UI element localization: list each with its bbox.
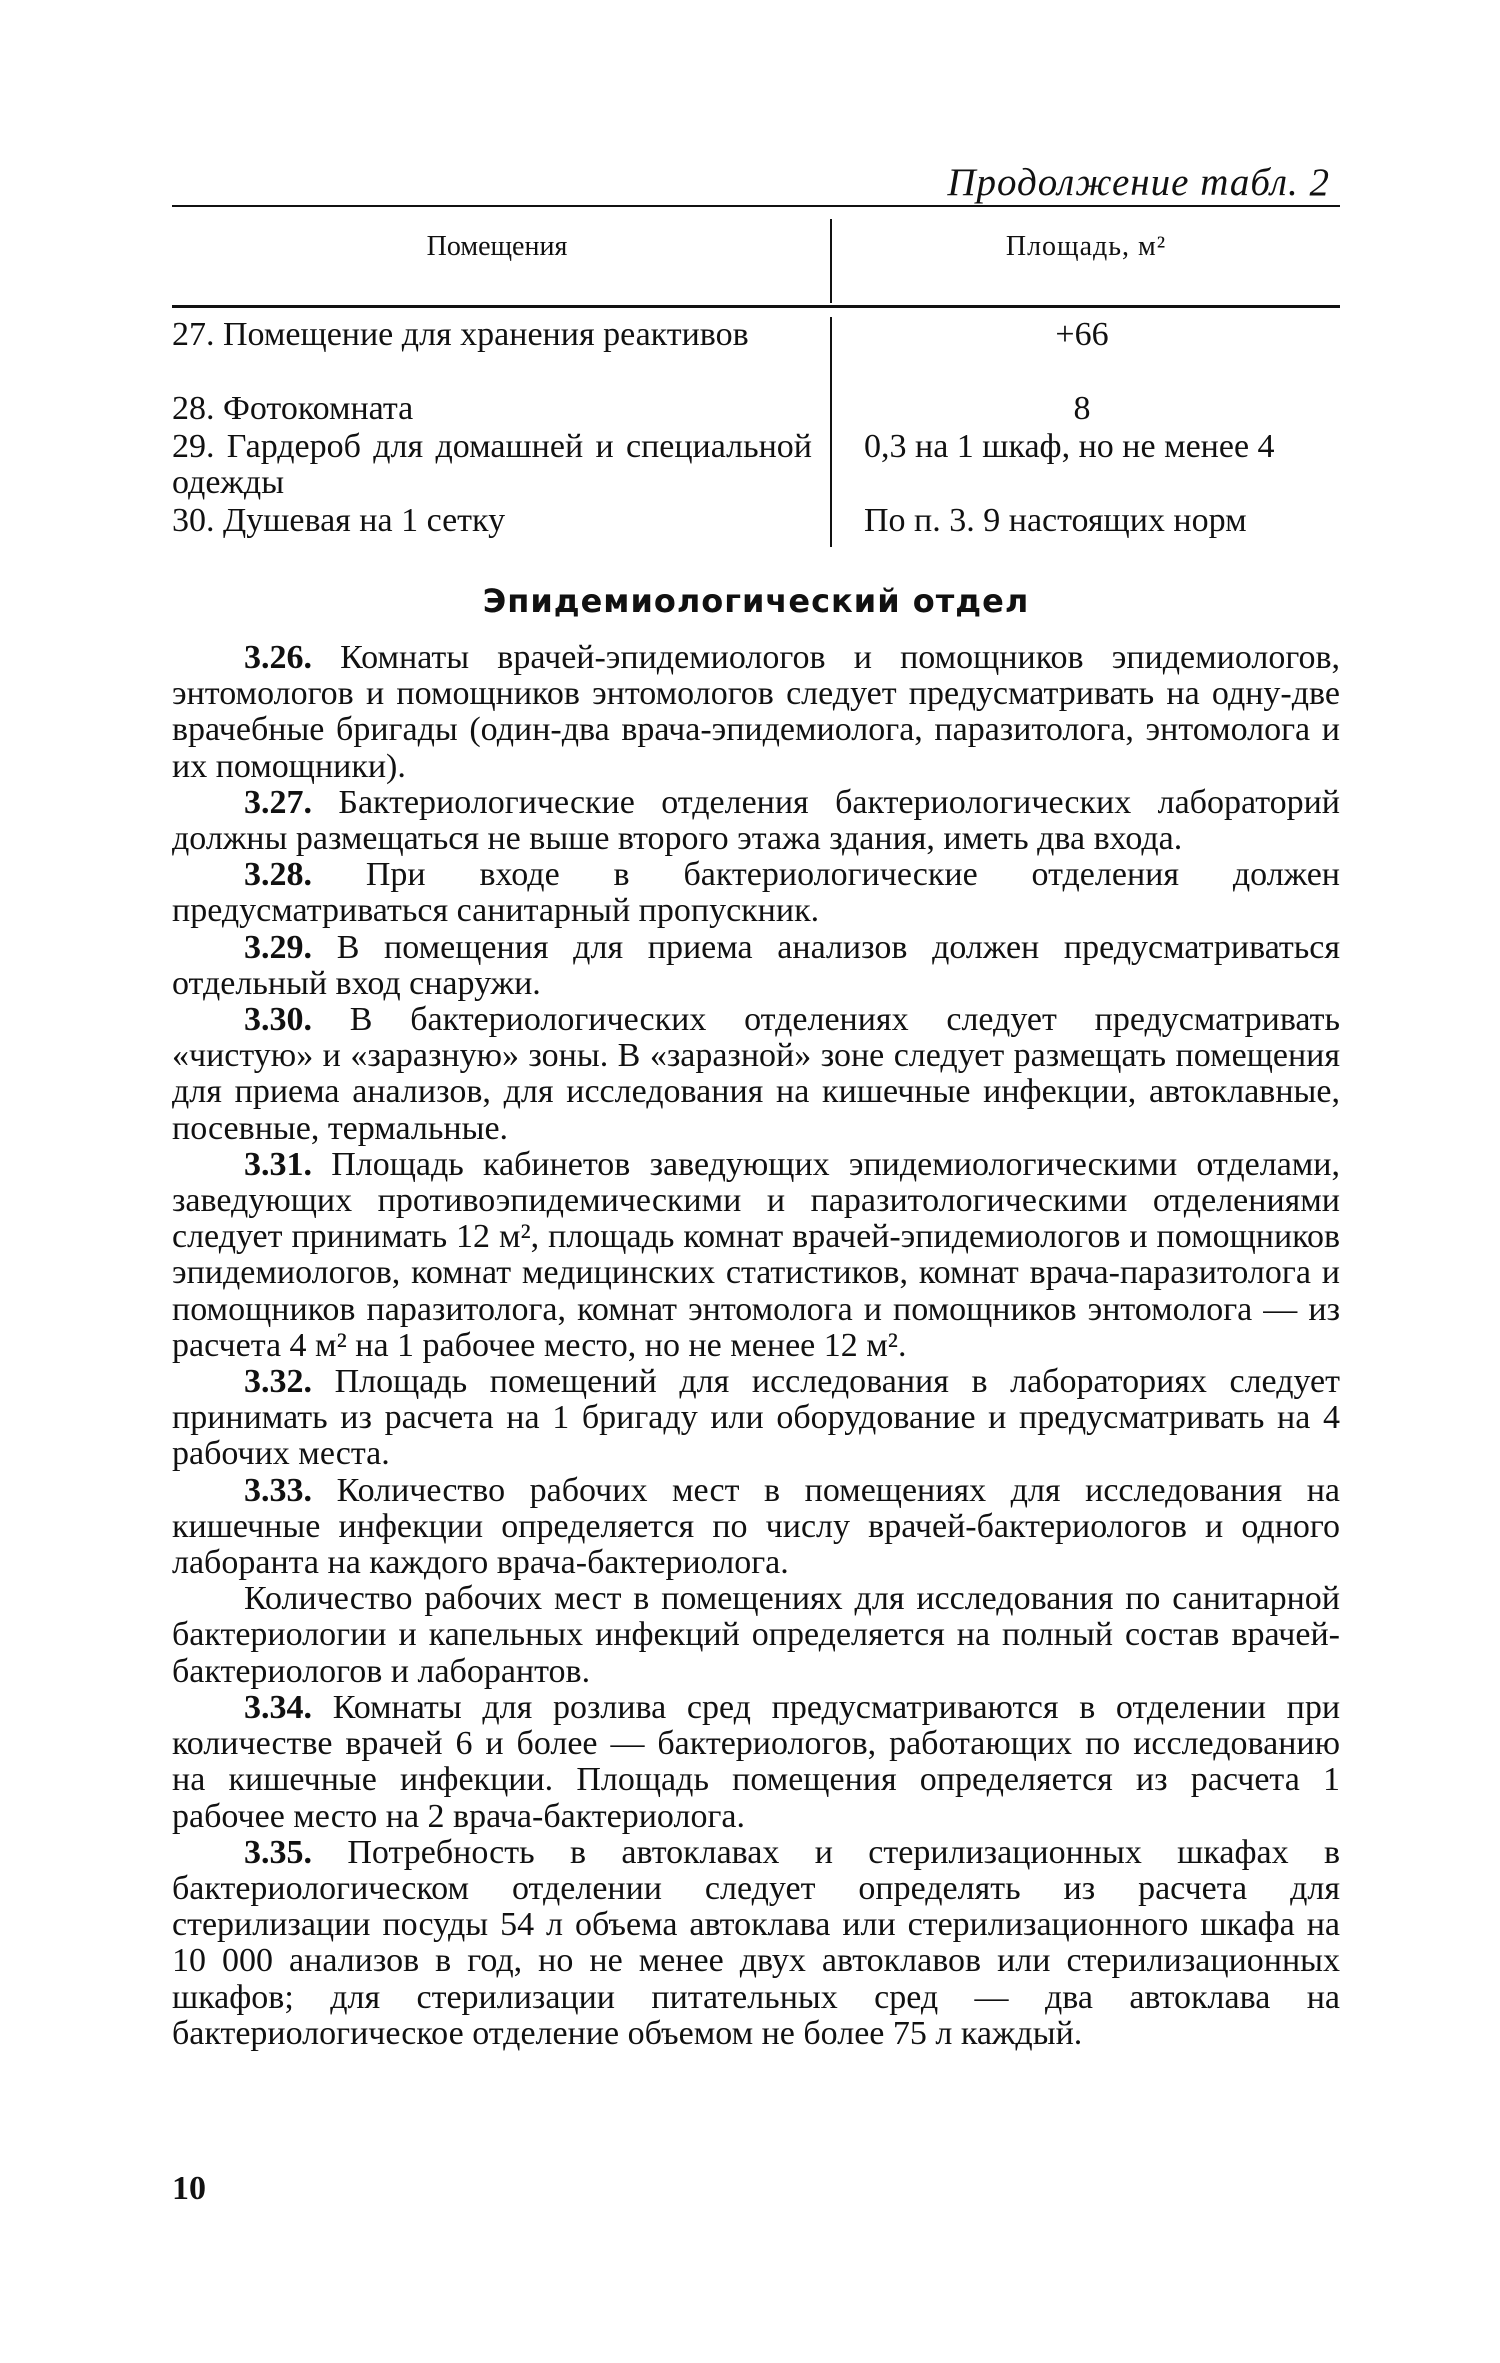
area-cell: 8	[1073, 390, 1091, 427]
rooms-area-table	[172, 205, 1340, 539]
paragraph	[172, 857, 1340, 929]
section-title: Эпидемиологический отдел	[482, 582, 1030, 620]
paragraph-text: Площадь помещений для исследования в лабораториях следует принимать из расчета на 1 бригаду или оборудование и предусматривать на 4 рабочих места.	[172, 1363, 1341, 1473]
paragraph-number: 3.26.	[244, 639, 312, 676]
table-continuation-caption: Продолжение табл. 2	[947, 161, 1330, 204]
paragraph-number: 3.27.	[244, 783, 312, 821]
paragraph-text: Бактериологические отделения бактериологических лабораторий должны размещаться не выше второго этажа здания, иметь два входа.	[172, 783, 1340, 858]
paragraph-number: 3.34.	[244, 1688, 312, 1726]
area-cell: По п. 3. 9 настоящих норм	[864, 502, 1247, 539]
paragraph	[172, 785, 1340, 857]
room-name-cell: 29. Гардероб для домашней и специальной одежды	[172, 428, 812, 501]
table-header	[172, 207, 1340, 307]
paragraph-text: При входе в бактериологические отделения должен предусматриваться санитарный пропускник.	[172, 856, 1340, 930]
paragraph-number: 3.31.	[244, 1145, 312, 1183]
paragraph	[172, 1581, 1340, 1690]
paragraph-text: Количество рабочих мест в помещениях для исследования по санитарной бактериологии и капельных инфекций определяется на полный состав врачей-бактериологов и лаборантов.	[172, 1580, 1340, 1690]
table-column-divider	[830, 317, 832, 547]
paragraph-number: 3.32.	[244, 1363, 312, 1401]
area-cell: +66	[1055, 316, 1109, 353]
paragraph-text: Потребность в автоклавах и стерилизационных шкафах в бактериологическом отделении следует определять из расчета для стерилизации посуды 54 л объема автоклава или стерилизационного шкафа на 10 000 анализов в год, но не менее двух автоклавов или стерилизационных шкафов; для стерилизации питательных сред — два автоклава на бактериологическое отделение объемом не более 75 л каждый.	[172, 1833, 1340, 2052]
paragraph	[172, 1690, 1340, 1835]
table-header-rule	[172, 305, 1340, 308]
paragraph	[172, 1002, 1340, 1147]
page-number: 10	[172, 2170, 206, 2207]
paragraph-number: 3.35.	[244, 1833, 312, 1871]
paragraph	[172, 930, 1340, 1002]
area-cell: 0,3 на 1 шкаф, но не менее 4	[864, 428, 1275, 465]
paragraph-text: В помещения для приема анализов должен предусматриваться отдельный вход снаружи.	[172, 928, 1341, 1002]
paragraph	[172, 1473, 1340, 1582]
paragraph-number: 3.28.	[244, 856, 312, 894]
paragraph	[172, 1835, 1340, 2052]
paragraph-number: 3.29.	[244, 928, 312, 966]
paragraph-text: Площадь кабинетов заведующих эпидемиологическими отделами, заведующих противоэпидемическими и паразитологическими отделениями следует принимать 12 м², площадь комнат врачей-эпидемиологов и помощников эпидемиологов, комнат медицинских статистиков, комнат врача-паразитолога и помощников паразитолога, комнат энтомолога и помощников энтомолога — из расчета 4 м² на 1 рабочее место, но не менее 12 м².	[172, 1145, 1341, 1364]
paragraph	[172, 640, 1340, 785]
room-name-cell: 30. Душевая на 1 сетку	[172, 502, 506, 539]
header-rooms: Помещения	[426, 231, 568, 262]
room-name-cell: 28. Фотокомната	[172, 390, 414, 427]
room-name-cell: 27. Помещение для хранения реактивов	[172, 316, 749, 353]
header-area: Площадь, м²	[1005, 231, 1167, 262]
paragraph-text: В бактериологических отделениях следует предусматривать «чистую» и «заразную» зоны. В «заразной» зоне следует размещать помещения для приема анализов, для исследования на кишечные инфекции, автоклавные, посевные, термальные.	[172, 1001, 1340, 1147]
paragraph-text: Комнаты для розлива сред предусматриваются в отделении при количестве врачей 6 и более — бактериологов, работающих по исследованию на кишечные инфекции. Площадь помещения определяется из расчета 1 рабочее место на 2 врача-бактериолога.	[172, 1688, 1341, 1835]
paragraph	[172, 1147, 1340, 1364]
paragraph-number: 3.30.	[244, 1001, 312, 1039]
paragraph-number: 3.33.	[244, 1471, 312, 1509]
paragraph	[172, 1364, 1340, 1473]
paragraph-text: Количество рабочих мест в помещениях для исследования на кишечные инфекции определяется по числу врачей-бактериологов и одного лаборанта на каждого врача-бактериолога.	[172, 1471, 1340, 1582]
body-text	[172, 640, 1340, 2052]
paragraph-text: Комнаты врачей-эпидемиологов и помощников эпидемиологов, энтомологов и помощников энтомологов следует предусматривать на одну-две врачебные бригады (один-два врача-эпидемиолога, паразитолога, энтомолога и их помощники).	[172, 639, 1340, 785]
